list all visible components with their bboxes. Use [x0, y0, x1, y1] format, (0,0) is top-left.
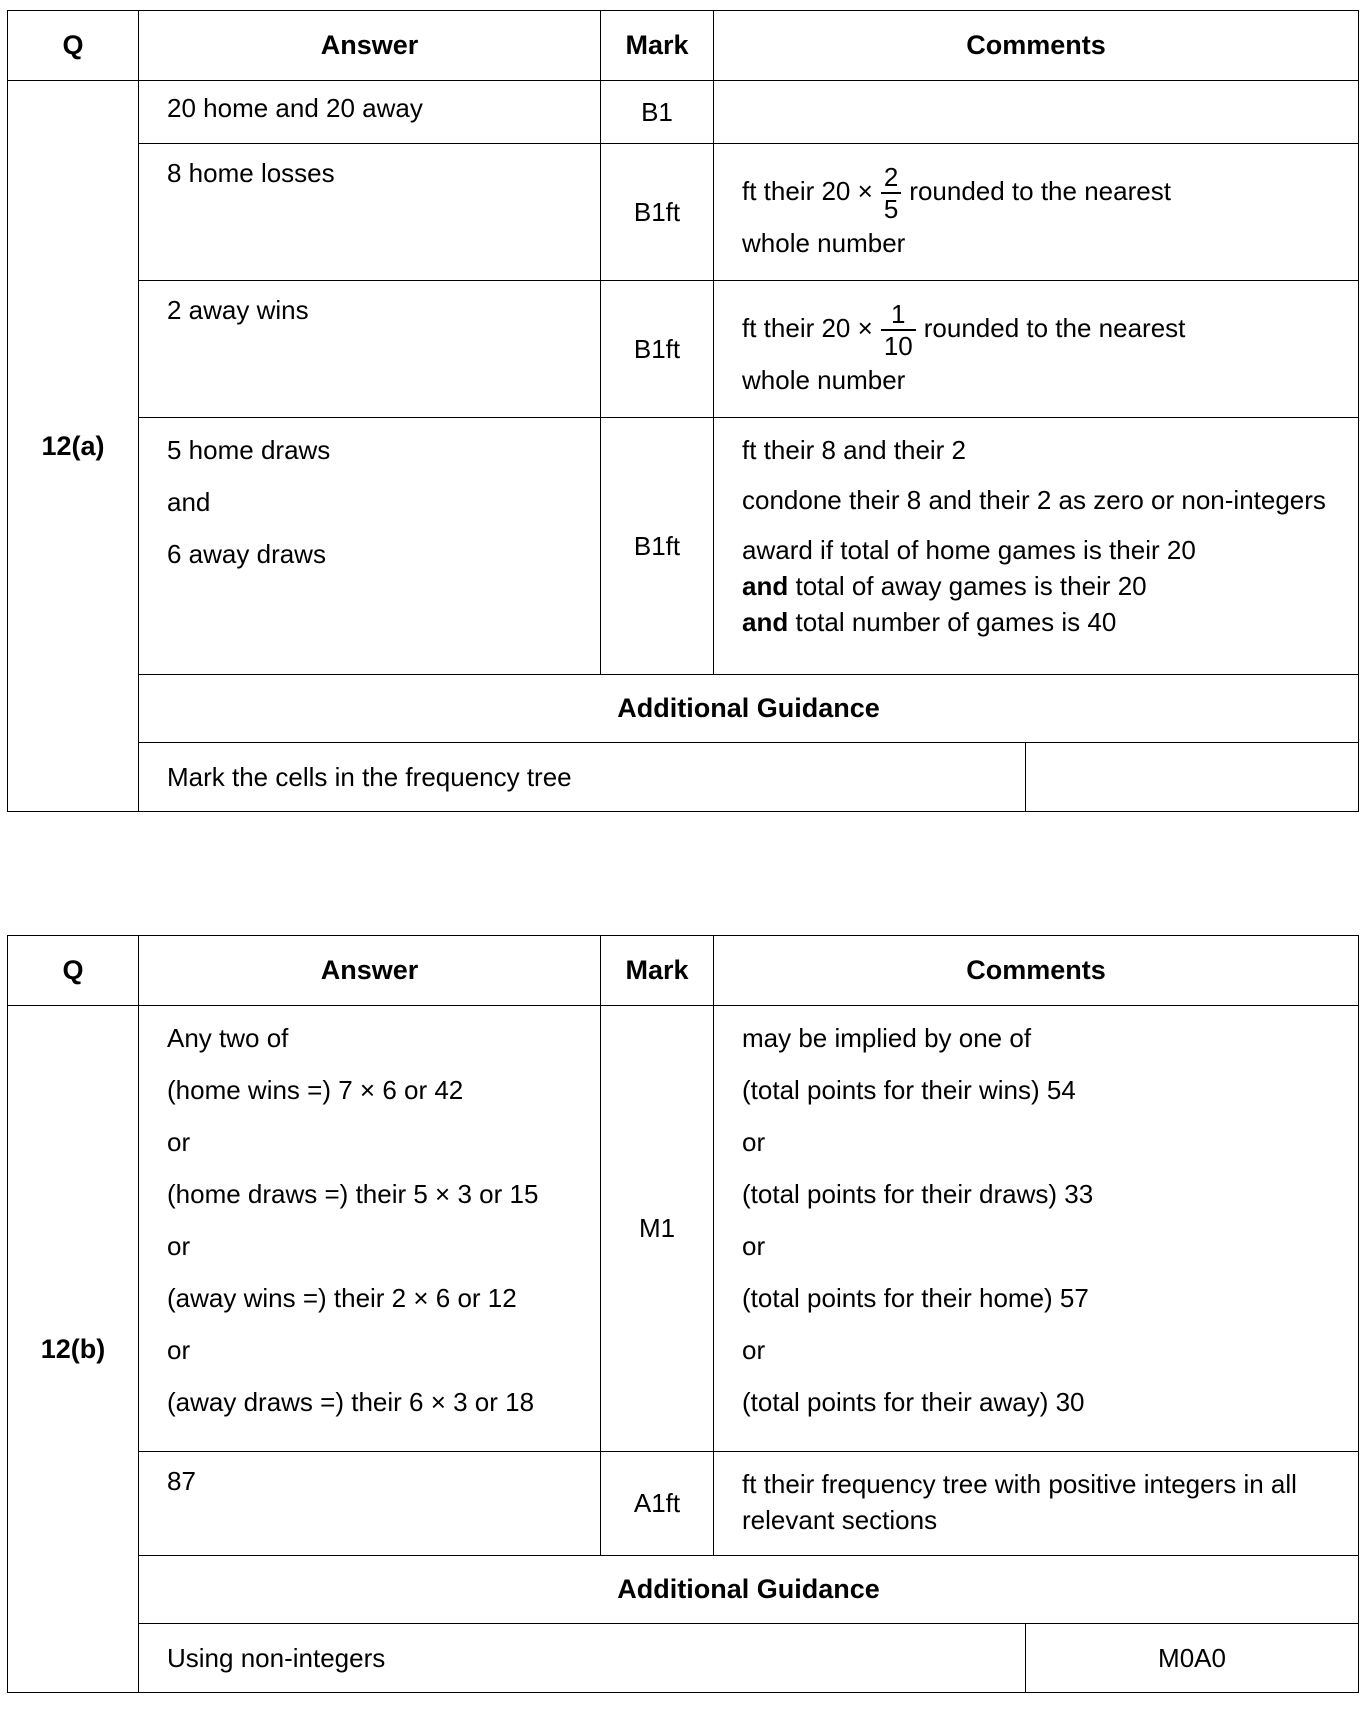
- guidance-text: Mark the cells in the frequency tree: [139, 743, 1026, 812]
- comment-line: (total points for their wins) 54: [742, 1075, 1076, 1105]
- guidance-row: [8, 1624, 1359, 1693]
- header-mark: Mark: [601, 11, 714, 81]
- answer-line: Any two of: [167, 1023, 289, 1053]
- fraction-numerator: 1: [881, 299, 916, 331]
- header-comments: Comments: [714, 936, 1359, 1006]
- comment-text: condone their 8 and their 2 as zero or non-integers: [742, 485, 1326, 515]
- question-number: 12(a): [8, 81, 139, 812]
- table-row: [8, 418, 1359, 675]
- answer-line: 6 away draws: [167, 539, 326, 569]
- answer-line: (away wins =) their 2 × 6 or 12: [167, 1283, 517, 1313]
- comment-text: ft their 20 ×: [742, 175, 873, 206]
- keyword-and: and: [742, 571, 789, 601]
- comment-text: ft their 20 ×: [742, 312, 873, 343]
- mark-scheme-table-12b: [7, 935, 1359, 1693]
- table-row: [8, 281, 1359, 418]
- fraction-denominator: 5: [883, 194, 899, 224]
- comment-text: total number of games is 40: [795, 607, 1117, 637]
- answer-line: (away draws =) their 6 × 3 or 18: [167, 1387, 535, 1417]
- answer-cell: [139, 418, 601, 675]
- comment-text: whole number: [742, 365, 906, 395]
- mark-cell: A1ft: [601, 1452, 714, 1556]
- answer-cell: [139, 1006, 601, 1452]
- mark-cell: B1ft: [601, 418, 714, 675]
- comment-text: rounded to the nearest: [923, 312, 1186, 343]
- guidance-text: Using non-integers: [139, 1624, 1026, 1693]
- comment-line: or: [742, 1335, 766, 1365]
- answer-line: 5 home draws: [167, 435, 331, 465]
- header-q: Q: [8, 11, 139, 81]
- answer-cell: 2 away wins: [139, 281, 601, 418]
- fraction: [881, 299, 916, 361]
- mark-scheme-table-12a: [7, 10, 1359, 812]
- comment-text: award if total of home games is their 20: [742, 535, 1196, 565]
- guidance-header-row: [8, 675, 1359, 743]
- comment-text: ft their 8 and their 2: [742, 435, 967, 465]
- mark-cell: B1: [601, 81, 714, 144]
- answer-cell: 87: [139, 1452, 601, 1556]
- comment-cell: [714, 281, 1359, 418]
- answer-line: or: [167, 1231, 191, 1261]
- comment-line: (total points for their home) 57: [742, 1283, 1089, 1313]
- header-q: Q: [8, 936, 139, 1006]
- guidance-mark: M0A0: [1026, 1624, 1359, 1693]
- comment-line: may be implied by one of: [742, 1023, 1032, 1053]
- question-number: 12(b): [8, 1006, 139, 1693]
- comment-text: whole number: [742, 228, 906, 258]
- table-row: [8, 144, 1359, 281]
- mark-cell: M1: [601, 1006, 714, 1452]
- answer-line: (home wins =) 7 × 6 or 42: [167, 1075, 464, 1105]
- fraction-numerator: 2: [881, 162, 901, 194]
- fraction-denominator: 10: [883, 331, 913, 361]
- header-comments: Comments: [714, 11, 1359, 81]
- table-row: [8, 1452, 1359, 1556]
- comment-line: (total points for their away) 30: [742, 1387, 1085, 1417]
- comment-cell: [714, 1006, 1359, 1452]
- fraction: [881, 162, 901, 224]
- table-row: [8, 1006, 1359, 1452]
- header-answer: Answer: [139, 936, 601, 1006]
- comment-cell: ft their frequency tree with positive integers in all relevant sections: [714, 1452, 1359, 1556]
- comment-text: total of away games is their 20: [795, 571, 1147, 601]
- mark-cell: B1ft: [601, 144, 714, 281]
- header-row: [8, 11, 1359, 81]
- header-answer: Answer: [139, 11, 601, 81]
- guidance-row: [8, 743, 1359, 812]
- answer-cell: 20 home and 20 away: [139, 81, 601, 144]
- guidance-mark: [1026, 743, 1359, 812]
- comment-cell: [714, 81, 1359, 144]
- keyword-and: and: [742, 607, 789, 637]
- comment-line: or: [742, 1231, 766, 1261]
- answer-line: or: [167, 1127, 191, 1157]
- guidance-title: Additional Guidance: [139, 675, 1359, 743]
- answer-line: and: [167, 487, 211, 517]
- guidance-header-row: [8, 1556, 1359, 1624]
- comment-line: or: [742, 1127, 766, 1157]
- header-mark: Mark: [601, 936, 714, 1006]
- guidance-title: Additional Guidance: [139, 1556, 1359, 1624]
- comment-line: (total points for their draws) 33: [742, 1179, 1094, 1209]
- comment-text: rounded to the nearest: [909, 175, 1171, 206]
- answer-cell: 8 home losses: [139, 144, 601, 281]
- comment-cell: [714, 418, 1359, 675]
- header-row: [8, 936, 1359, 1006]
- answer-line: or: [167, 1335, 191, 1365]
- table-row: [8, 81, 1359, 144]
- mark-cell: B1ft: [601, 281, 714, 418]
- comment-cell: [714, 144, 1359, 281]
- answer-line: (home draws =) their 5 × 3 or 15: [167, 1179, 539, 1209]
